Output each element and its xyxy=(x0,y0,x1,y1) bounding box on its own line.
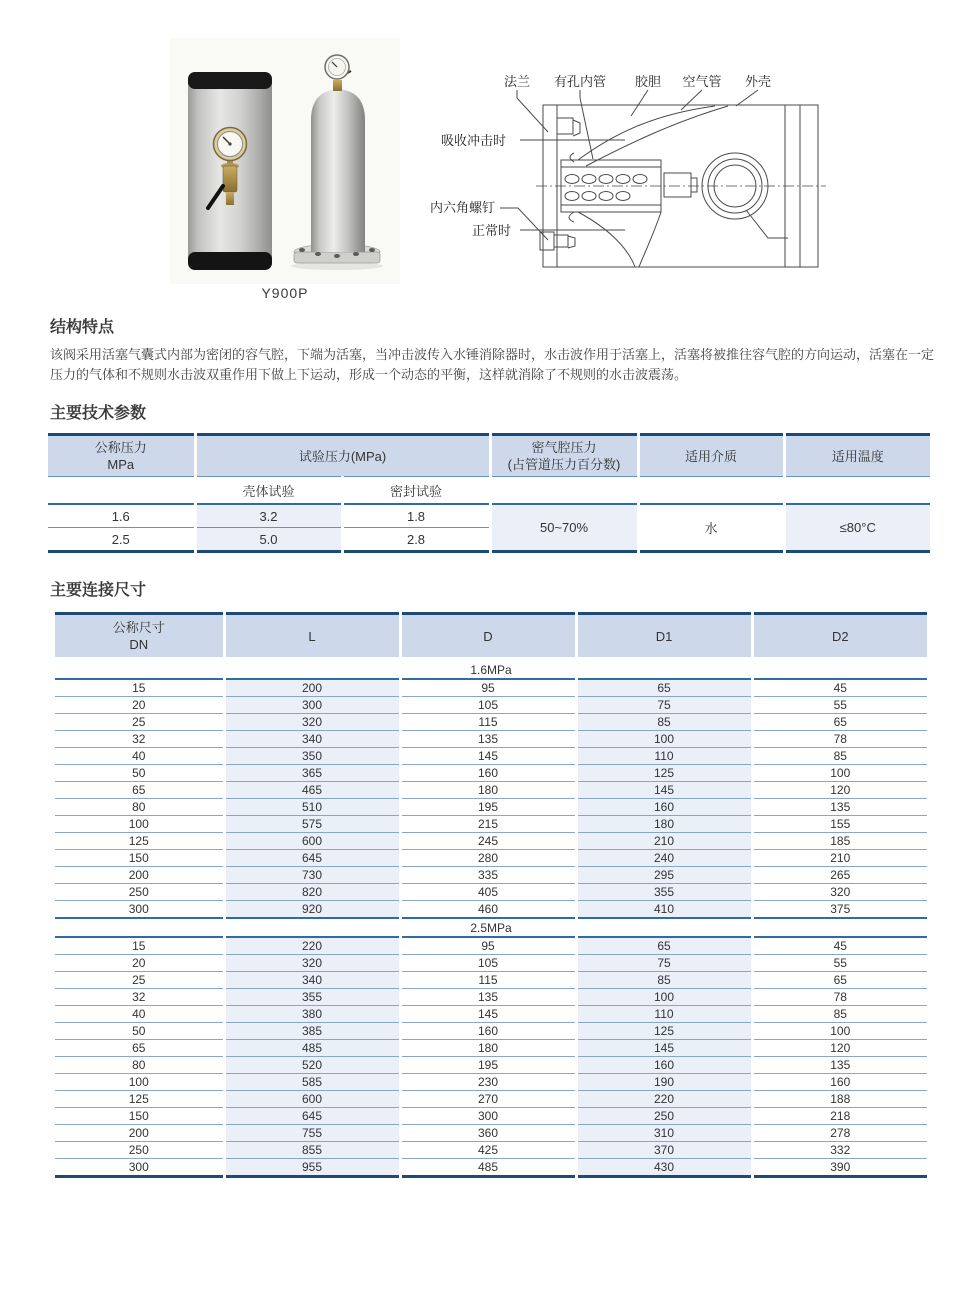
top-fitting xyxy=(333,80,342,91)
table-cell: 65 xyxy=(55,782,224,799)
table-row xyxy=(55,884,927,901)
table-cell: 25 xyxy=(55,972,224,989)
table-cell: 100 xyxy=(752,765,927,782)
table-cell: 80 xyxy=(55,799,224,816)
tech-params-table xyxy=(48,433,930,553)
vessel-with-jacket xyxy=(188,72,272,270)
table-cell: 280 xyxy=(400,850,576,867)
table-cell: 200 xyxy=(55,1125,224,1142)
table-row xyxy=(55,972,927,989)
table-row xyxy=(55,833,927,850)
table-cell: 65 xyxy=(576,937,752,955)
table-cell: 278 xyxy=(752,1125,927,1142)
header-D: D xyxy=(400,614,576,660)
table-cell: 200 xyxy=(224,679,400,697)
pressure-section-label: 1.6MPa xyxy=(55,659,927,679)
table-cell: 465 xyxy=(224,782,400,799)
table-cell: 332 xyxy=(752,1142,927,1159)
features-body: 该阀采用活塞气囊式内部为密闭的容气腔，下端为活塞，当冲击波传入水锤消除器时，水击波作用于活塞上，活塞将被推往容气腔的方向运动，活塞在一定压力的气体和不规则水击波双重作用下做上下运动，形成一个动态的平衡，这样就消除了不规则的水击波震荡。 xyxy=(50,347,935,382)
table-cell: 340 xyxy=(224,731,400,748)
table-cell: 270 xyxy=(400,1091,576,1108)
header-medium: 适用介质 xyxy=(638,435,784,477)
header-D2: D2 xyxy=(752,614,927,660)
table-cell: 120 xyxy=(752,1040,927,1057)
table-row xyxy=(55,697,927,714)
table-cell: 180 xyxy=(576,816,752,833)
table-cell: 2.5 xyxy=(111,531,130,547)
table-cell: 5.0 xyxy=(195,528,342,552)
pressure-section-label: 2.5MPa xyxy=(55,918,927,937)
table-cell: 110 xyxy=(576,1006,752,1023)
table-cell: 320 xyxy=(752,884,927,901)
table-cell: 360 xyxy=(400,1125,576,1142)
diagram-label-absorbing: 吸收冲击时 xyxy=(441,133,507,148)
table-cell: 340 xyxy=(224,972,400,989)
dimensions-table xyxy=(55,612,927,1178)
table-row xyxy=(55,782,927,799)
table-cell: 55 xyxy=(752,955,927,972)
table-row xyxy=(55,955,927,972)
table-cell: 155 xyxy=(752,816,927,833)
table-cell: 245 xyxy=(400,833,576,850)
table-cell: 145 xyxy=(400,1006,576,1023)
table-cell: 135 xyxy=(400,989,576,1006)
table-cell: 240 xyxy=(576,850,752,867)
table-row xyxy=(55,937,927,955)
header-D1: D1 xyxy=(576,614,752,660)
table-cell: 218 xyxy=(752,1108,927,1125)
table-cell: 370 xyxy=(576,1142,752,1159)
table-cell: 300 xyxy=(400,1108,576,1125)
table-cell: 50 xyxy=(55,765,224,782)
diagram-label-normal: 正常时 xyxy=(472,223,512,238)
table-cell: 410 xyxy=(576,901,752,919)
table-cell: 920 xyxy=(224,901,400,919)
table-cell: 160 xyxy=(576,1057,752,1074)
diagram-label-inner-tube: 有孔内管 xyxy=(553,74,607,89)
table-row xyxy=(48,504,930,528)
table-cell: 125 xyxy=(55,833,224,850)
table-cell: 85 xyxy=(576,972,752,989)
table-cell: 320 xyxy=(224,714,400,731)
table-cell: 230 xyxy=(400,1074,576,1091)
table-row xyxy=(55,714,927,731)
table-cell: 32 xyxy=(55,989,224,1006)
table-cell: 820 xyxy=(224,884,400,901)
table-cell: 335 xyxy=(400,867,576,884)
table-cell: 120 xyxy=(752,782,927,799)
table-cell: 250 xyxy=(55,884,224,901)
table-cell: 185 xyxy=(752,833,927,850)
table-row xyxy=(55,1091,927,1108)
diagram-label-hex-screw: 内六角螺钉 xyxy=(430,200,496,215)
table-cell: 65 xyxy=(752,714,927,731)
table-cell: 32 xyxy=(55,731,224,748)
table-cell: 520 xyxy=(224,1057,400,1074)
table-cell: 365 xyxy=(224,765,400,782)
table-header-row xyxy=(48,435,930,477)
header-cavity-pressure: 密气腔压力 (占管道压力百分数) xyxy=(490,435,638,477)
table-cell: 160 xyxy=(576,799,752,816)
table-cell: 145 xyxy=(400,748,576,765)
table-cell: 215 xyxy=(400,816,576,833)
table-cell: 15 xyxy=(55,937,224,955)
pressure-section-row xyxy=(55,918,927,937)
product-photo xyxy=(170,38,400,284)
table-cell: 310 xyxy=(576,1125,752,1142)
table-cell: 380 xyxy=(224,1006,400,1023)
subheader-seal-test: 密封试验 xyxy=(342,477,490,505)
table-cell: 220 xyxy=(576,1091,752,1108)
table-cell: 200 xyxy=(55,867,224,884)
table-row xyxy=(55,1023,927,1040)
table-cell: 210 xyxy=(576,833,752,850)
table-cell: 65 xyxy=(576,679,752,697)
header-nominal-pressure: 公称压力 MPa xyxy=(48,435,195,477)
table-cell: 430 xyxy=(576,1159,752,1177)
table-cell: 188 xyxy=(752,1091,927,1108)
product-model-caption: Y900P xyxy=(261,285,309,301)
header-test-pressure: 试验压力(MPa) xyxy=(195,435,490,477)
dimensions-title: 主要连接尺寸 xyxy=(50,582,147,599)
table-cell: 2.8 xyxy=(342,528,490,552)
table-cell: 645 xyxy=(224,1108,400,1125)
table-row xyxy=(55,816,927,833)
table-row xyxy=(55,765,927,782)
table-cell: 375 xyxy=(752,901,927,919)
table-cell: 45 xyxy=(752,937,927,955)
table-row xyxy=(55,1040,927,1057)
table-cell: 350 xyxy=(224,748,400,765)
table-cell: 115 xyxy=(400,972,576,989)
table-row xyxy=(55,850,927,867)
table-row xyxy=(55,731,927,748)
table-cell: 85 xyxy=(752,748,927,765)
table-cell: 1.8 xyxy=(342,504,490,528)
table-row xyxy=(55,1057,927,1074)
brass-valve xyxy=(223,166,237,192)
table-cell: 15 xyxy=(55,679,224,697)
table-cell: 220 xyxy=(224,937,400,955)
table-cell: 250 xyxy=(576,1108,752,1125)
table-cell: 100 xyxy=(55,1074,224,1091)
diagram-label-shell: 外壳 xyxy=(744,74,772,89)
table-cell: 320 xyxy=(224,955,400,972)
table-cell: 20 xyxy=(55,955,224,972)
table-cell: 25 xyxy=(55,714,224,731)
table-cell: 105 xyxy=(400,697,576,714)
table-cell: 45 xyxy=(752,679,927,697)
table-row xyxy=(55,799,927,816)
table-cell: 210 xyxy=(752,850,927,867)
tech-params-title: 主要技术参数 xyxy=(50,405,147,422)
table-row xyxy=(55,901,927,919)
table-cell: 100 xyxy=(576,989,752,1006)
table-cell: 300 xyxy=(224,697,400,714)
temperature-value-cell: ≤80°C xyxy=(784,504,930,552)
table-cell: 150 xyxy=(55,1108,224,1125)
table-cell: 355 xyxy=(576,884,752,901)
table-cell: 855 xyxy=(224,1142,400,1159)
table-cell: 730 xyxy=(224,867,400,884)
header-temperature: 适用温度 xyxy=(784,435,930,477)
table-cell: 3.2 xyxy=(195,504,342,528)
table-cell: 150 xyxy=(55,850,224,867)
table-cell: 355 xyxy=(224,989,400,1006)
table-row xyxy=(55,1074,927,1091)
table-cell: 190 xyxy=(576,1074,752,1091)
table-row xyxy=(55,1006,927,1023)
table-cell: 265 xyxy=(752,867,927,884)
table-cell: 160 xyxy=(400,1023,576,1040)
table-cell: 575 xyxy=(224,816,400,833)
table-header-row xyxy=(55,614,927,660)
table-cell: 485 xyxy=(400,1159,576,1177)
table-cell: 385 xyxy=(224,1023,400,1040)
table-cell: 645 xyxy=(224,850,400,867)
table-cell: 510 xyxy=(224,799,400,816)
table-row xyxy=(55,1125,927,1142)
table-cell: 125 xyxy=(576,765,752,782)
table-cell: 110 xyxy=(576,748,752,765)
table-cell: 425 xyxy=(400,1142,576,1159)
table-cell: 135 xyxy=(400,731,576,748)
table-cell: 755 xyxy=(224,1125,400,1142)
table-cell: 125 xyxy=(576,1023,752,1040)
header-L: L xyxy=(224,614,400,660)
medium-value-cell: 水 xyxy=(638,504,784,552)
table-cell: 195 xyxy=(400,1057,576,1074)
table-cell: 95 xyxy=(400,937,576,955)
pressure-section-row xyxy=(55,659,927,679)
table-cell: 50 xyxy=(55,1023,224,1040)
table-cell: 78 xyxy=(752,731,927,748)
table-cell: 135 xyxy=(752,1057,927,1074)
table-cell: 75 xyxy=(576,955,752,972)
table-cell: 390 xyxy=(752,1159,927,1177)
table-cell: 105 xyxy=(400,955,576,972)
table-cell: 40 xyxy=(55,1006,224,1023)
table-cell: 145 xyxy=(576,1040,752,1057)
diagram-label-bladder: 胶胆 xyxy=(634,74,662,89)
table-cell: 65 xyxy=(55,1040,224,1057)
table-cell: 160 xyxy=(400,765,576,782)
table-cell: 100 xyxy=(55,816,224,833)
table-cell: 78 xyxy=(752,989,927,1006)
table-cell: 180 xyxy=(400,1040,576,1057)
table-cell: 300 xyxy=(55,1159,224,1177)
table-cell: 20 xyxy=(55,697,224,714)
table-cell: 135 xyxy=(752,799,927,816)
table-cell: 955 xyxy=(224,1159,400,1177)
table-cell: 600 xyxy=(224,833,400,850)
table-row xyxy=(55,1142,927,1159)
table-cell: 585 xyxy=(224,1074,400,1091)
table-cell: 160 xyxy=(752,1074,927,1091)
table-cell: 125 xyxy=(55,1091,224,1108)
table-cell: 1.6 xyxy=(48,504,195,528)
table-cell: 40 xyxy=(55,748,224,765)
table-row xyxy=(55,1108,927,1125)
table-row xyxy=(55,748,927,765)
table-cell: 485 xyxy=(224,1040,400,1057)
table-cell: 65 xyxy=(752,972,927,989)
table-row xyxy=(55,867,927,884)
table-cell: 195 xyxy=(400,799,576,816)
table-cell: 55 xyxy=(752,697,927,714)
table-cell: 180 xyxy=(400,782,576,799)
table-cell: 100 xyxy=(752,1023,927,1040)
subheader-shell-test: 壳体试验 xyxy=(195,477,342,505)
table-cell: 80 xyxy=(55,1057,224,1074)
diagram-label-flange: 法兰 xyxy=(503,74,531,89)
table-cell: 300 xyxy=(55,901,224,919)
features-title: 结构特点 xyxy=(50,319,115,336)
table-cell: 95 xyxy=(400,679,576,697)
header-dn: 公称尺寸 DN xyxy=(55,614,224,660)
table-cell: 115 xyxy=(400,714,576,731)
cavity-value-cell: 50~70% xyxy=(490,504,638,552)
table-cell: 145 xyxy=(576,782,752,799)
table-cell: 85 xyxy=(752,1006,927,1023)
table-row xyxy=(55,989,927,1006)
table-cell: 405 xyxy=(400,884,576,901)
diagram-label-air-tube: 空气管 xyxy=(682,74,722,89)
table-row xyxy=(55,1159,927,1177)
table-cell: 250 xyxy=(55,1142,224,1159)
cross-section-diagram xyxy=(428,60,860,300)
table-cell: 85 xyxy=(576,714,752,731)
table-cell: 75 xyxy=(576,697,752,714)
table-cell: 460 xyxy=(400,901,576,919)
table-row xyxy=(55,679,927,697)
table-subheader-row xyxy=(48,477,930,505)
table-cell: 100 xyxy=(576,731,752,748)
table-cell: 600 xyxy=(224,1091,400,1108)
table-cell: 295 xyxy=(576,867,752,884)
